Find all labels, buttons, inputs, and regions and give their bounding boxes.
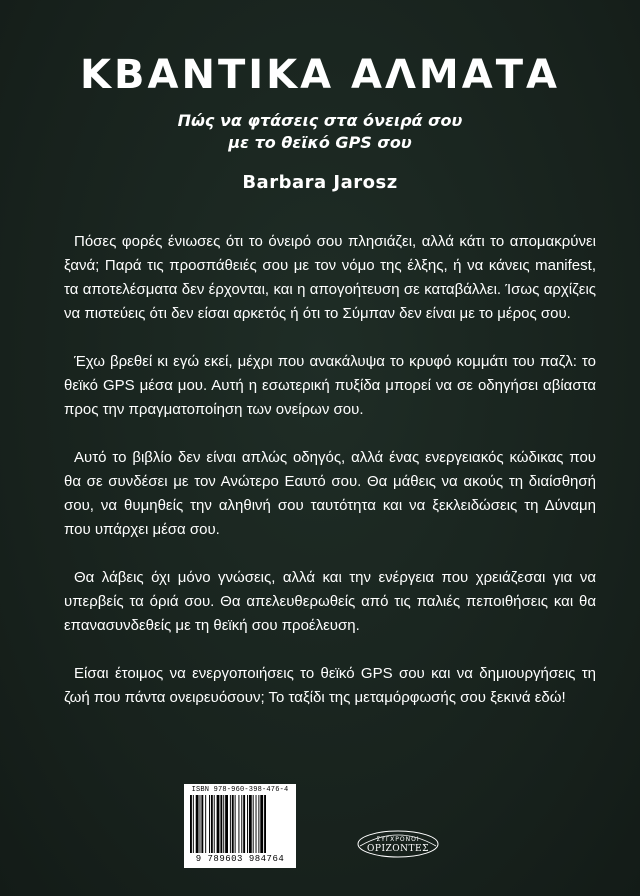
barcode-bar	[243, 795, 245, 853]
barcode-bar	[225, 795, 228, 853]
barcode-bar	[217, 795, 220, 853]
barcode-digits: 9 789603 984764	[195, 854, 285, 864]
barcode-bar	[201, 795, 203, 853]
barcode-bar	[209, 795, 210, 853]
barcode-bar	[247, 795, 248, 853]
barcode-bar	[193, 795, 194, 853]
author-name: Barbara Jarosz	[242, 172, 398, 193]
barcode-bar	[223, 795, 224, 853]
barcode-bar	[220, 795, 222, 853]
barcode-bar	[241, 795, 242, 853]
book-title: ΚΒΑΝΤΙΚΑ ΑΛΜΑΤΑ	[80, 52, 560, 98]
barcode-bar	[258, 795, 259, 853]
publisher-name-line-1: ΣΥΓΧΡΟΝΟΙ	[376, 836, 420, 843]
publisher-name-line-2: ΟΡΙΖΟΝΤΕΣ	[367, 844, 429, 854]
blurb-text	[64, 230, 596, 734]
publisher-logo	[354, 822, 442, 868]
barcode-bar	[211, 795, 213, 853]
barcode-bar	[232, 795, 234, 853]
barcode-bar	[260, 795, 263, 853]
barcode-bar	[200, 795, 201, 853]
barcode-bar	[238, 795, 239, 853]
barcode-bar	[253, 795, 254, 853]
barcode-bar	[256, 795, 257, 853]
blurb-paragraph: Είσαι έτοιμος να ενεργοποιήσεις το θεϊκό GPS σου και να δημιουργήσεις τη ζωή που πάντα ονειρευόσουν; Το ταξίδι της μεταμόρφωσής σου ξεκινά εδώ!	[64, 665, 596, 706]
subtitle-line-2: με το θεϊκό GPS σου	[228, 133, 412, 152]
subtitle-line-1: Πώς να φτάσεις στα όνειρά σου	[177, 111, 463, 130]
book-subtitle	[0, 110, 640, 154]
barcode-bar	[190, 795, 192, 853]
isbn-barcode	[184, 784, 296, 868]
barcode-bar	[230, 795, 231, 853]
blurb-paragraph: Έχω βρεθεί κι εγώ εκεί, μέχρι που ανακάλυψα το κρυφό κομμάτι του παζλ: το θεϊκό GPS μέσα μου. Αυτή η εσωτερική πυξίδα μπορεί να σε οδηγήσει αβίαστα προς την πραγματοποίηση των ονείρων σου.	[64, 353, 596, 418]
isbn-label: ISBN 978-960-398-476-4	[191, 786, 289, 794]
barcode-bar	[264, 795, 266, 853]
barcode-bar	[196, 795, 199, 853]
barcode-bar	[205, 795, 206, 853]
blurb-paragraph: Πόσες φορές ένιωσες ότι το όνειρό σου πλησιάζει, αλλά κάτι το απομακρύνει ξανά; Παρά τις προσπάθειές σου με τον νόμο της έλξης, ή να κάνεις manifest, τα αποτελέσματα δεν έρχονται, και η απογοήτευση σε καταβάλλει. Ίσως αρχίζεις να πιστεύεις ότι δεν είσαι αρκετός ή ότι το Σύμπαν δεν είναι με το μέρος σου.	[64, 233, 596, 322]
barcode-bar	[214, 795, 215, 853]
blurb-paragraph: Αυτό το βιβλίο δεν είναι απλώς οδηγός, αλλά ένας ενεργειακός κώδικας που θα σε συνδέσει με τον Ανώτερο Εαυτό σου. Θα μάθεις να ακούς τη διαίσθησή σου, να θυμηθείς την αληθινή σου ταυτότητα και να ξεκλειδώσεις τη Δύναμη που υπάρχει μέσα σου.	[64, 449, 596, 538]
barcode-bar	[235, 795, 236, 853]
blurb-paragraph: Θα λάβεις όχι μόνο γνώσεις, αλλά και την ενέργεια που χρειάζεσαι για να υπερβείς τα όριά σου. Θα απελευθερωθείς από τις παλιές πεποιθήσεις και θα επανασυνδεθείς με τη θεϊκή σου προέλευση.	[64, 569, 596, 634]
barcode-bars-icon	[190, 795, 290, 853]
barcode-bar	[249, 795, 252, 853]
